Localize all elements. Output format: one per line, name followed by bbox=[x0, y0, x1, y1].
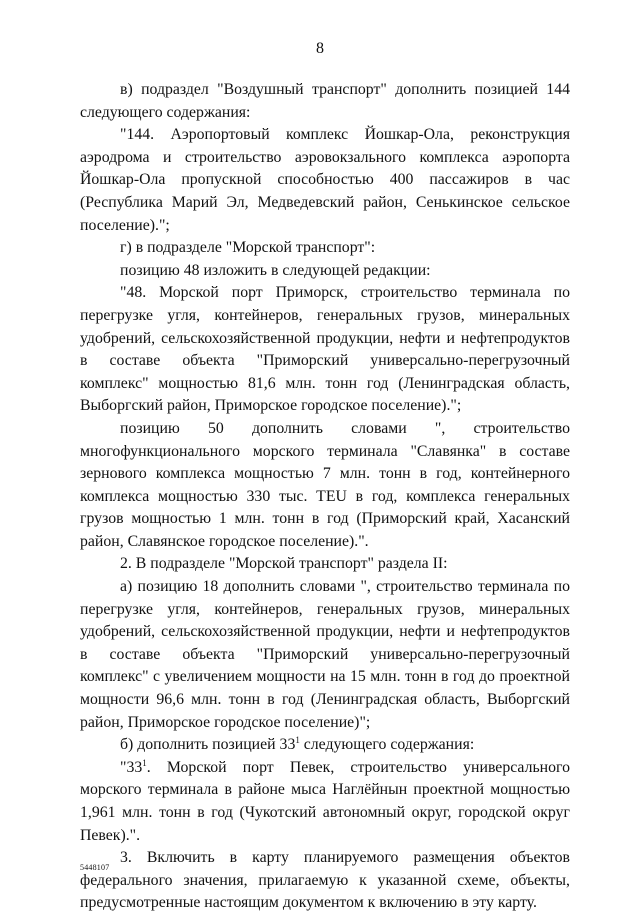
paragraph-sea-transport-subsection: г) в подразделе "Морской транспорт": bbox=[120, 239, 376, 257]
text-segment: "33 bbox=[120, 758, 143, 776]
text-segment: . Морской порт Певек, строительство универсального морского терминала в районе мыса Наглёйнын проектной мощностью 1,961 млн. тонн в год (Чукотский автономный округ, городской округ Певек).". bbox=[80, 758, 570, 844]
paragraph-position-33-1 bbox=[80, 757, 570, 847]
paragraph-position-33-1-intro bbox=[80, 734, 570, 757]
superscript: 1 bbox=[295, 735, 300, 746]
paragraph-position-50: позицию 50 дополнить словами ", строительство многофункционального морского терминала "Славянка" в составе зернового комплекса мощностью 7 млн. тонн в год, контейнерного комплекса мощностью 330 тыс. TEU в год, комплекса генеральных грузов мощностью 1 млн. тонн в год (Приморский край, Хасанский район, Славянское городское поселение).". bbox=[80, 419, 570, 550]
page-number: 8 bbox=[316, 40, 324, 57]
paragraph-section-3: 3. Включить в карту планируемого размещения объектов федерального значения, прилагаемую к указанной схеме, объекты, предусмотренные настоящим документом к включению в эту карту. bbox=[80, 849, 570, 912]
paragraph-position-48: "48. Морской порт Приморск, строительство терминала по перегрузке угля, контейнеров, генеральных грузов, минеральных удобрений, сельскохозяйственной продукции, нефти и нефтепродуктов в составе объекта "Приморский универсально-перегрузочный комплекс" мощностью 81,6 млн. тонн год (Ленинградская область, Выборгский район, Приморское городское поселение)."; bbox=[80, 284, 570, 415]
paragraph-position-48-intro: позицию 48 изложить в следующей редакции: bbox=[120, 261, 431, 279]
text-segment: б) дополнить позицией 33 bbox=[120, 736, 296, 754]
document-id: 5448107 bbox=[80, 863, 110, 872]
superscript: 1 bbox=[142, 757, 147, 768]
paragraph-position-144: "144. Аэропортовый комплекс Йошкар-Ола, реконструкция аэродрома и строительство аэровокзального комплекса аэропорта Йошкар-Ола пропускной способностью 400 пассажиров в час (Республика Марий Эл, Медведевский район, Сенькинское сельское поселение)."; bbox=[80, 126, 570, 234]
paragraph-air-transport-intro: в) подраздел "Воздушный транспорт" дополнить позицией 144 следующего содержания: bbox=[80, 81, 570, 121]
text-segment: следующего содержания: bbox=[299, 736, 475, 754]
document-body bbox=[80, 79, 570, 915]
paragraph-position-18: а) позицию 18 дополнить словами ", строительство терминала по перегрузке угля, контейнеров, генеральных грузов, минеральных удобрений, сельскохозяйственной продукции, нефти и нефтепродуктов в составе объекта "Приморский универсально-перегрузочный комплекс" с увеличением мощности на 15 млн. тонн в год до проектной мощности 96,6 млн. тонн в год (Ленинградская область, Выборгский район, Приморское городское поселение)"; bbox=[80, 578, 570, 731]
paragraph-section-2-heading: 2. В подразделе "Морской транспорт" раздела II: bbox=[120, 555, 448, 573]
